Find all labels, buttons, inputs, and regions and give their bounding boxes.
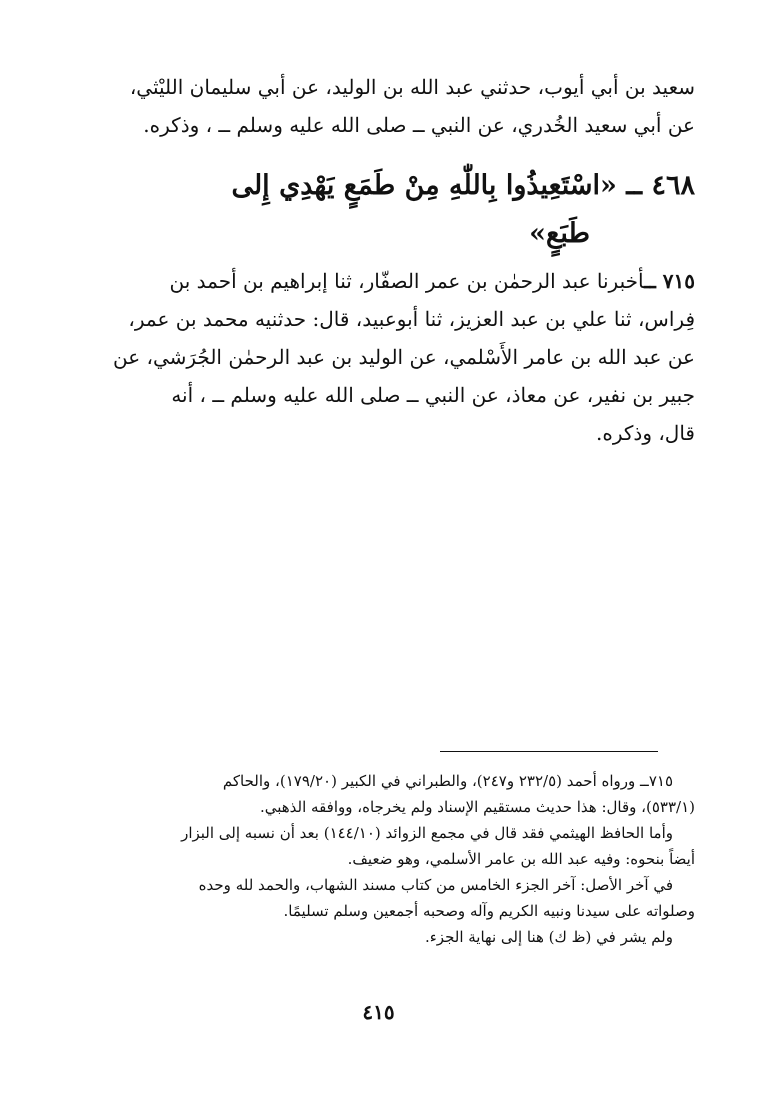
hadith-line — [90, 262, 695, 300]
intro-line: سعيد بن أبي أيوب، حدثني عبد الله بن الوليد، عن أبي سليمان الليْثي، — [129, 75, 695, 99]
hadith-line: عن عبد الله بن عامر الأَسْلمي، عن الوليد بن عبد الرحمٰن الجُرَشي، عن — [112, 345, 695, 369]
footnote-line: ولم يشر في (ظ ك) هنا إلى نهاية الجزء. — [424, 928, 673, 946]
footnote-line: في آخر الأصل: آخر الجزء الخامس من كتاب مسند الشهاب، والحمد لله وحده — [198, 876, 673, 894]
footnote-line: (٥٣٣/١)، وقال: هذا حديث مستقيم الإسناد ولم يخرجاه، ووافقه الذهبي. — [259, 798, 695, 816]
hadith-line: جبير بن نفير، عن معاذ، عن النبي ــ صلى الله عليه وسلم ــ ، أنه — [171, 383, 695, 407]
hadith-first-line-text: أخبرنا عبد الرحمٰن بن عمر الصفّار، ثنا إبراهيم بن أحمد بن — [169, 269, 645, 293]
hadith-paragraph — [90, 262, 695, 452]
hadith-number: ٧١٥ ــ — [644, 269, 695, 293]
footnote-divider — [440, 751, 658, 752]
footnotes — [90, 768, 695, 950]
heading-line: ٤٦٨ ــ «اسْتَعِيذُوا بِاللّٰهِ مِنْ طَمَعٍ يَهْدِي إِلى — [231, 170, 695, 201]
footnote-line: وأما الحافظ الهيثمي فقد قال في مجمع الزوائد (١٤٤/١٠) بعد أن نسبه إلى البزار — [181, 824, 673, 842]
footnote-line: ٧١٥ــ ورواه أحمد (٢٣٢/٥ و٢٤٧)، والطبراني في الكبير (١٧٩/٢٠)، والحاكم — [222, 772, 673, 790]
hadith-line: قال، وذكره. — [596, 421, 695, 445]
hadith-line: فِراس، ثنا علي بن عبد العزيز، ثنا أبوعبيد، قال: حدثنيه محمد بن عمر، — [128, 307, 695, 331]
hadith-heading — [90, 162, 695, 258]
heading-line: طَبَعٍ» — [529, 218, 590, 249]
intro-paragraph — [90, 68, 695, 144]
page-number: ٤١٥ — [362, 1000, 395, 1024]
footnote-line: وصلواته على سيدنا ونبيه الكريم وآله وصحبه أجمعين وسلم تسليمًا. — [283, 902, 695, 920]
footnote-line: أيضاً بنحوه: وفيه عبد الله بن عامر الأسلمي، وهو ضعيف. — [347, 850, 695, 868]
intro-line: عن أبي سعيد الخُدري، عن النبي ــ صلى الله عليه وسلم ــ ، وذكره. — [143, 113, 695, 137]
